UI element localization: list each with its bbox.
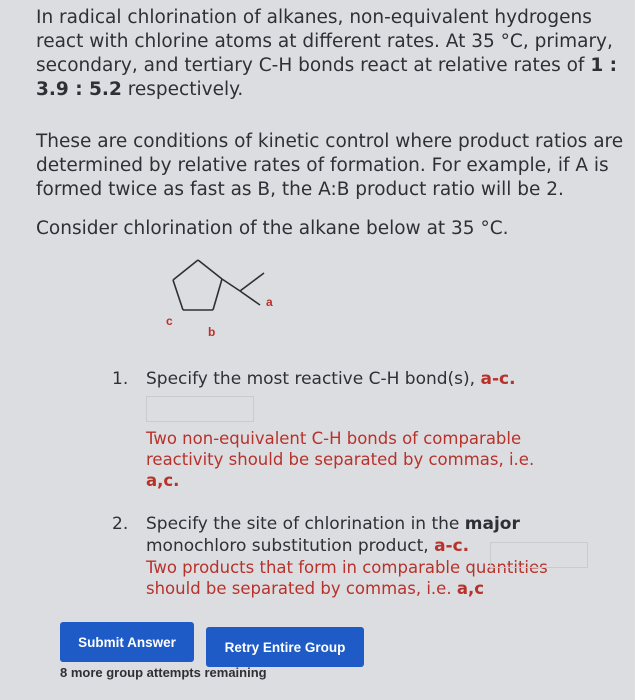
hint-body: Two products that form in comparable quantities should be separated by commas, i.e. xyxy=(146,558,548,598)
ring-bond xyxy=(173,280,183,310)
intro-text-end: respectively. xyxy=(121,79,244,100)
question-number: 2. xyxy=(112,514,129,534)
answer-input-1[interactable] xyxy=(146,396,254,422)
ring-bond xyxy=(198,260,222,279)
question-text-2: monochloro substitution product, xyxy=(146,536,435,556)
label-c: c xyxy=(166,314,173,328)
hint-example: a,c xyxy=(456,579,484,598)
relative-rates: 1 : 3.9 : 5.2 xyxy=(36,55,618,100)
intro-text: In radical chlorination of alkanes, non-equivalent hydrogens react with chlorine atoms at different rates. At 35 °C, primary, secondary, and tertiary C-H bonds react at relative rates of xyxy=(36,7,613,76)
attempts-remaining: 8 more group attempts remaining xyxy=(60,665,267,680)
major-keyword: major xyxy=(464,514,520,534)
consider-paragraph: Consider chlorination of the alkane below at 35 °C. xyxy=(36,218,509,239)
intro-paragraph xyxy=(36,6,626,102)
methyl-bond-b xyxy=(240,291,260,305)
label-a: a xyxy=(266,295,273,309)
question-number: 1. xyxy=(112,369,129,389)
question-1 xyxy=(112,368,592,491)
question-text: Specify the most reactive C-H bond(s), xyxy=(146,369,481,389)
methyl-bond-a2 xyxy=(240,273,264,291)
hint-example: a,c. xyxy=(146,471,180,490)
question-range: a-c. xyxy=(480,369,516,389)
ring-bond xyxy=(213,279,222,310)
methyl-bond-a xyxy=(222,279,240,291)
question-text: Specify the site of chlorination in the xyxy=(146,514,465,534)
label-b: b xyxy=(208,325,216,339)
answer-input-2[interactable] xyxy=(490,542,588,568)
retry-group-button[interactable]: Retry Entire Group xyxy=(206,627,364,667)
ring-bond xyxy=(173,260,198,280)
question-range: a-c. xyxy=(434,536,470,556)
hint-text xyxy=(146,428,592,491)
alkane-structure xyxy=(160,255,290,345)
kinetic-control-paragraph: These are conditions of kinetic control where product ratios are determined by relative rates of formation. For example, if A is formed twice as fast as B, the A:B product ratio will be 2. xyxy=(36,131,624,200)
hint-body: Two non-equivalent C-H bonds of comparable reactivity should be separated by commas, i.e. xyxy=(146,429,535,469)
submit-answer-button[interactable]: Submit Answer xyxy=(60,622,194,662)
